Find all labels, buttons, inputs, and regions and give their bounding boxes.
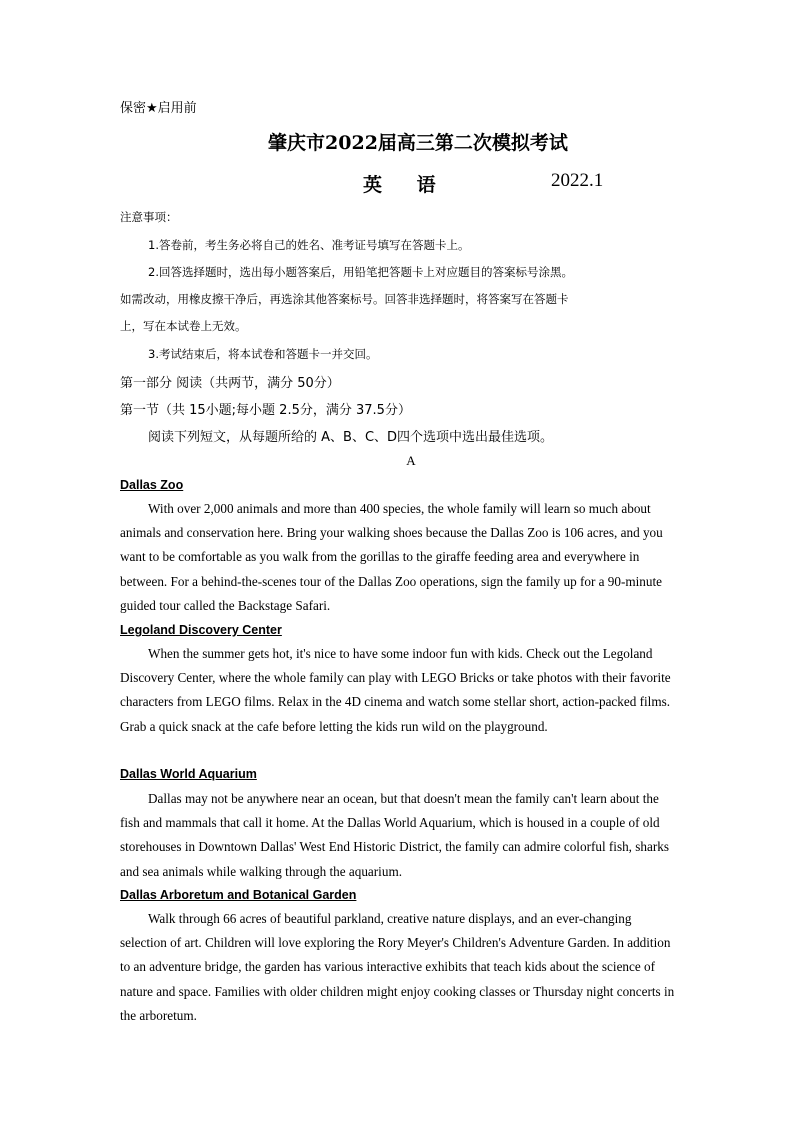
section-body-aquarium: Dallas may not be anywhere near an ocean, but that doesn't mean the family can't learn about the fish and mammals that call it home. At the Dallas World Aquarium, which is housed in a couple of old storehouses in Downtown Dallas' West End Historic District, the family can admire colorful fish, sharks and sea animals while walking through the aquarium. (120, 791, 669, 879)
section-heading-dallas-zoo: Dallas Zoo (120, 478, 184, 492)
confidential-label: 保密★启用前 (120, 101, 197, 116)
subject-label: 英 语 (363, 174, 450, 196)
section-heading-legoland: Legoland Discovery Center (120, 623, 282, 637)
passage-letter: A (406, 453, 416, 468)
instruction-item: 3.考试结束后，将本试卷和答题卡一并交回。 (148, 347, 378, 361)
part-label: 第一部分 阅读（共两节，满分 50分） (120, 376, 340, 391)
instruction-item: 2.回答选择题时，选出每小题答案后，用铅笔把答题卡上对应题目的答案标号涂黑。 (148, 265, 573, 279)
exam-date: 2022.1 (551, 170, 604, 191)
instruction-item: 1.答卷前，考生务必将自己的姓名、准考证号填写在答题卡上。 (148, 238, 470, 252)
instruction-item: 上，写在本试卷上无效。 (120, 319, 247, 333)
section-heading-arboretum: Dallas Arboretum and Botanical Garden (120, 888, 357, 902)
section-body-dallas-zoo: With over 2,000 animals and more than 400 species, the whole family will learn so much about animals and conservation here. Bring your walking shoes because the Dallas Zoo is 106 acres, and you want to be comfortable as you walk from the gorillas to the giraffe feeding area and everywhere in between. For a behind-the-scenes tour of the Dallas Zoo operations, sign the family up for a 90-minute guided tour called the Backstage Safari. (120, 501, 663, 613)
section-body-arboretum: Walk through 66 acres of beautiful parkland, creative nature displays, and an ever-changing selection of art. Children will love exploring the Rory Meyer's Children's Adventure Garden. In addition to an adventure bridge, the garden has various interactive exhibits that teach kids about the science of nature and space. Families with older children might enjoy cooking classes or Thursday night concerts in the arboretum. (120, 911, 675, 1023)
exam-title: 肇庆市2022届高三第二次模拟考试 (268, 132, 568, 154)
section-heading-aquarium: Dallas World Aquarium (120, 767, 257, 781)
instructions-heading: 注意事项： (120, 210, 178, 224)
directions-text: 阅读下列短文，从每题所给的 A、B、C、D四个选项中选出最佳选项。 (148, 430, 554, 445)
section-label: 第一节（共 15小题;每小题 2.5分，满分 37.5分） (120, 403, 411, 418)
section-body-legoland: When the summer gets hot, it's nice to have some indoor fun with kids. Check out the Legoland Discovery Center, where the whole family can play with LEGO Bricks or take photos with their favorite characters from LEGO films. Relax in the 4D cinema and watch some stellar short, action-packed films. Grab a quick snack at the cafe before letting the kids run wild on the playground. (120, 646, 671, 734)
instruction-item: 如需改动，用橡皮擦干净后，再选涂其他答案标号。回答非选择题时，将答案写在答题卡 (120, 292, 569, 306)
